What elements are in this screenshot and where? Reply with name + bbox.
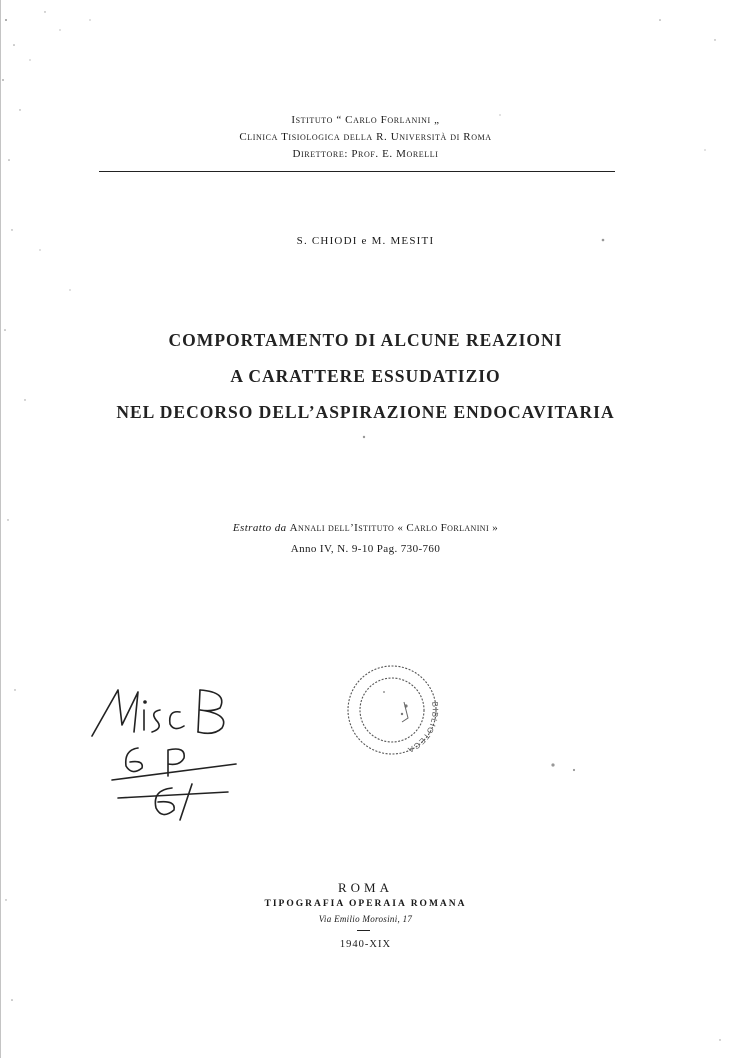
handwritten-shelfmark — [88, 680, 248, 830]
header-divider — [99, 171, 615, 172]
library-stamp — [344, 662, 440, 758]
extract-journal: Annali dell’Istituto « Carlo Forlanini » — [289, 522, 499, 534]
extract-source — [0, 522, 731, 534]
extract-prefix: Estratto da — [232, 522, 287, 534]
title-line-2: A CARATTERE ESSUDATIZIO — [230, 366, 501, 386]
imprint-address: Via Emilio Morosini, 17 — [318, 914, 413, 924]
title-line-1: COMPORTAMENTO DI ALCUNE REAZIONI — [168, 330, 563, 350]
imprint-dash — [357, 930, 370, 931]
imprint-city: ROMA — [337, 880, 393, 895]
extract-details: Anno IV, N. 9-10 Pag. 730-760 — [290, 543, 441, 555]
clinic-name: Clinica Tisiologica della R. Università di Roma — [239, 131, 492, 143]
institute-name: Istituto “ Carlo Forlanini „ — [291, 114, 440, 126]
stamp-text: BIBLIOTECA — [405, 701, 440, 755]
authors: S. CHIODI e M. MESITI — [296, 235, 435, 247]
imprint-printer: TIPOGRAFIA OPERAIA ROMANA — [264, 899, 467, 909]
imprint-year: 1940-XIX — [339, 939, 392, 950]
director-line: Direttore: Prof. E. Morelli — [292, 148, 439, 160]
title-line-3: NEL DECORSO DELL’ASPIRAZIONE ENDOCAVITARIA — [116, 402, 615, 422]
